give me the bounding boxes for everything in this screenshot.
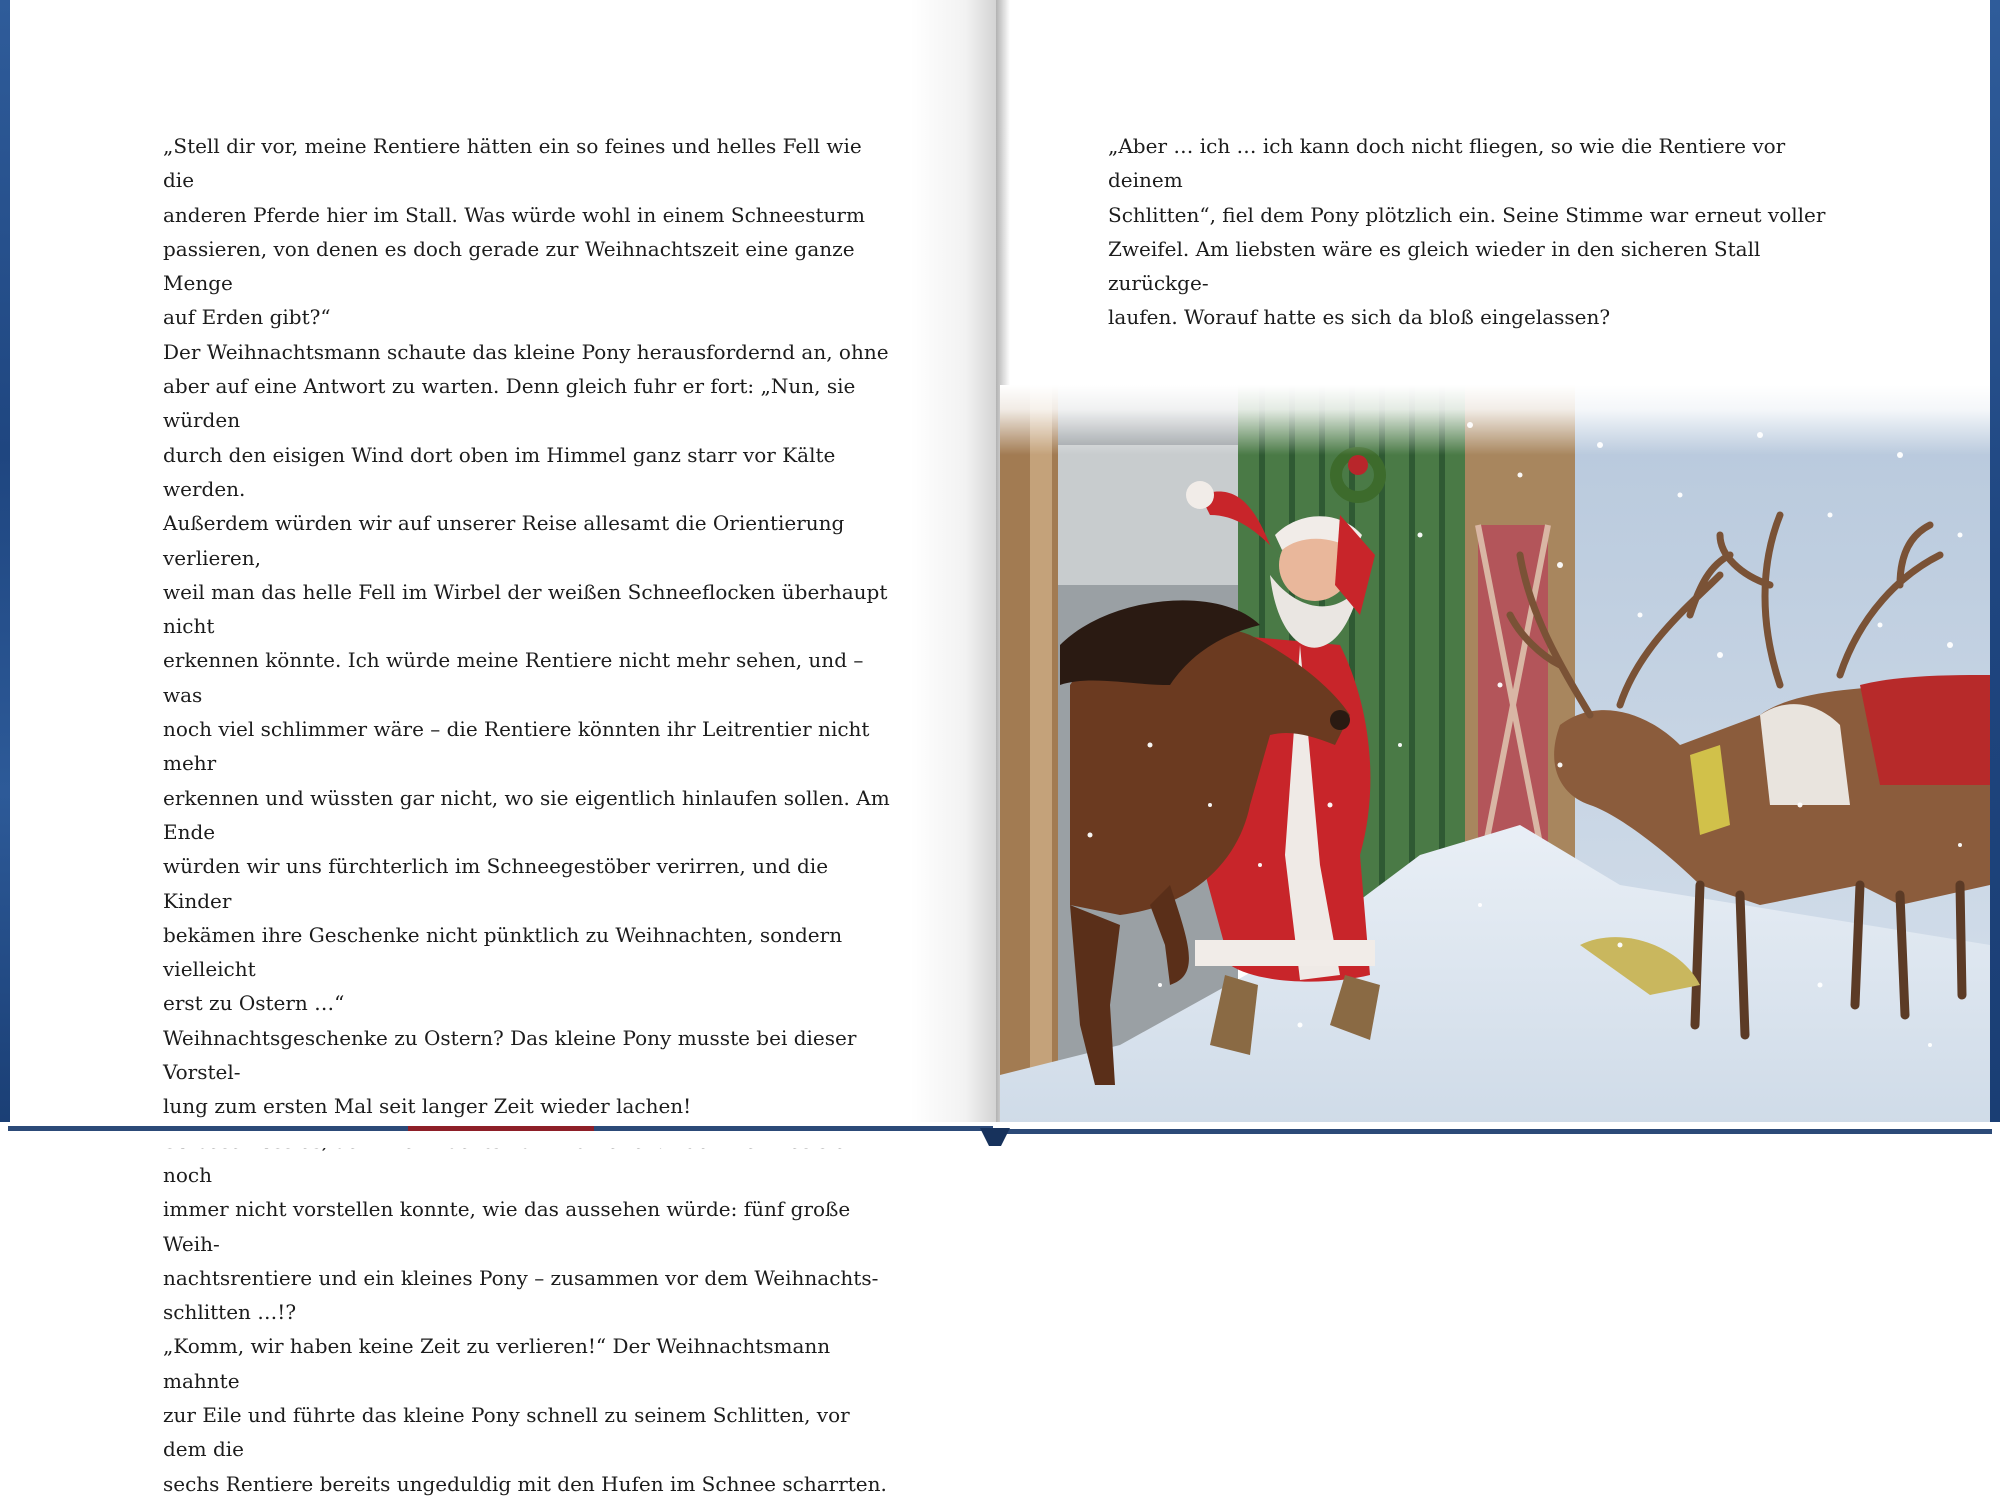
- book-bottom-edge: [0, 1122, 2000, 1148]
- text-line: erst zu Ostern …“: [163, 991, 345, 1016]
- text-line: aber auf eine Antwort zu warten. Denn gleich fuhr er fort: „Nun, sie würden: [163, 374, 856, 433]
- text-line: Schlitten“, fiel dem Pony plötzlich ein. Seine Stimme war erneut voller: [1108, 202, 1826, 227]
- text-line: „Komm, wir haben keine Zeit zu verlieren!“ Der Weihnachtsmann mahnte: [163, 1334, 831, 1393]
- text-line: laufen. Worauf hatte es sich da bloß eingelassen?: [1108, 305, 1611, 330]
- book-cover-edge-left: [0, 0, 10, 1132]
- illustration-fade: [1000, 385, 1990, 455]
- illustration-svg: [1000, 385, 1990, 1125]
- gutter-shadow: [910, 0, 1010, 1125]
- frame-highlight: [1030, 385, 1052, 1085]
- cover-edge-line-left: [8, 1126, 993, 1131]
- text-line: Zweifel. Am liebsten wäre es gleich wieder in den sicheren Stall zurückge-: [1108, 236, 1761, 296]
- text-line: weil man das helle Fell im Wirbel der weißen Schneeflocken überhaupt nicht: [163, 579, 888, 639]
- wreath-bow: [1348, 455, 1368, 475]
- bookmark-ribbon: [408, 1126, 594, 1131]
- text-line: auf Erden gibt?“: [163, 305, 331, 330]
- text-line: Außerdem würden wir auf unserer Reise allesamt die Orientierung verlieren,: [163, 511, 845, 570]
- text-line: noch: [163, 1162, 213, 1187]
- text-line: bekämen ihre Geschenke nicht pünktlich zu Weihnachten, sondern vielleicht: [163, 922, 843, 982]
- text-line: „Stell dir vor, meine Rentiere hätten ein so feines und helles Fell wie die: [163, 134, 862, 193]
- text-line: würden wir uns fürchterlich im Schneegestöber verirren, und die Kinder: [163, 854, 829, 913]
- cover-edge-line-right: [1005, 1129, 1992, 1134]
- text-line: „Aber … ich … ich kann doch nicht fliegen, so wie die Rentiere vor deinem: [1108, 134, 1786, 193]
- text-line: lung zum ersten Mal seit langer Zeit wieder lachen!: [163, 1094, 692, 1119]
- text-line: erkennen und wüssten gar nicht, wo sie eigentlich hinlaufen sollen. Am Ende: [163, 785, 890, 844]
- text-line: anderen Pferde hier im Stall. Was würde wohl in einem Schneesturm: [163, 202, 865, 227]
- text-line: Weihnachtsgeschenke zu Ostern? Das kleine Pony musste bei dieser Vorstel-: [163, 1025, 857, 1085]
- left-page-text: [163, 129, 893, 1501]
- book-cover-edge-right: [1990, 0, 2000, 1132]
- story-illustration: [1000, 385, 1990, 1125]
- text-line: noch viel schlimmer wäre – die Rentiere könnten ihr Leitrentier nicht mehr: [163, 717, 870, 776]
- right-page-text: [1108, 129, 1828, 335]
- text-line: nachtsrentiere und ein kleines Pony – zusammen vor dem Weihnachts-: [163, 1265, 879, 1290]
- text-line: durch den eisigen Wind dort oben im Himmel ganz starr vor Kälte werden.: [163, 442, 836, 501]
- text-line: schlitten …!?: [163, 1300, 297, 1325]
- text-line: sechs Rentiere bereits ungeduldig mit den Hufen im Schnee scharrten.: [163, 1471, 887, 1496]
- text-line: zur Eile und führte das kleine Pony schnell zu seinem Schlitten, vor dem die: [163, 1402, 850, 1462]
- text-line: Der Weihnachtsmann schaute das kleine Pony herausfordernd an, ohne: [163, 339, 889, 364]
- text-line: immer nicht vorstellen konnte, wie das aussehen würde: fünf große Weih-: [163, 1197, 851, 1256]
- text-line: erkennen könnte. Ich würde meine Rentiere nicht mehr sehen, und – was: [163, 648, 864, 707]
- book-spine: [980, 1128, 1010, 1146]
- text-line: passieren, von denen es doch gerade zur Weihnachtszeit eine ganze Menge: [163, 236, 855, 296]
